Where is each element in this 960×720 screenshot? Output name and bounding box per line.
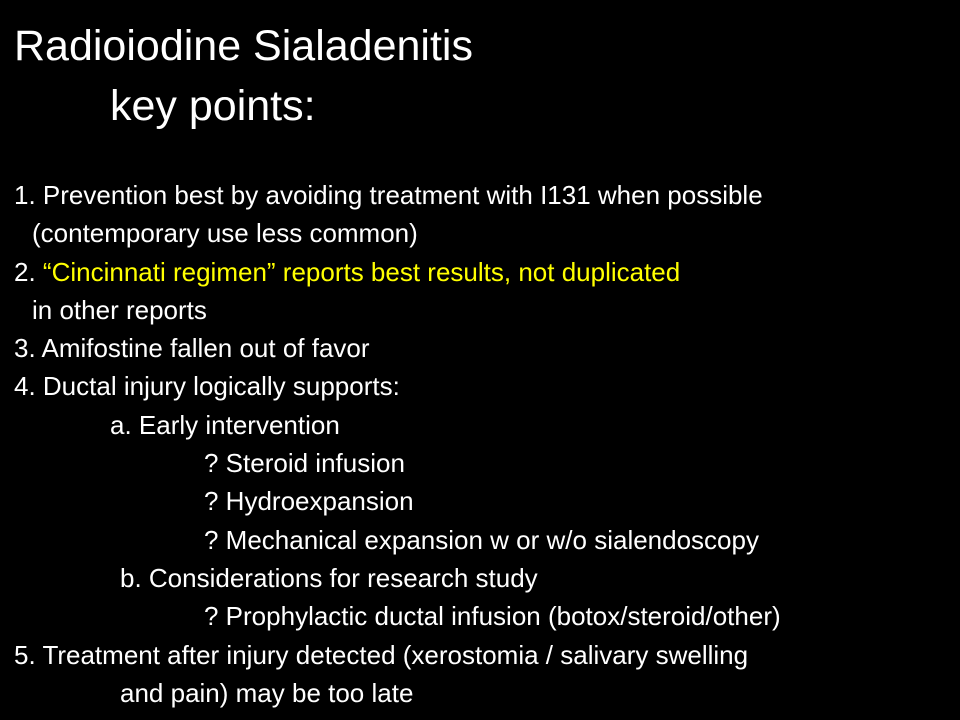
point-1-line-2: (contemporary use less common) xyxy=(32,218,418,249)
point-4b-item-1: ? Prophylactic ductal infusion (botox/steroid/other) xyxy=(204,601,781,632)
point-4-line-1: 4. Ductal injury logically supports: xyxy=(14,371,400,402)
point-3: 3. Amifostine fallen out of favor xyxy=(14,333,370,364)
point-4a-item-1: ? Steroid infusion xyxy=(204,448,405,479)
point-2-highlight: “Cincinnati regimen” reports best results, not duplicated xyxy=(42,256,681,287)
point-4b-label: b. Considerations for research study xyxy=(120,562,538,593)
title-line-2: key points: xyxy=(110,82,316,130)
slide-title xyxy=(14,16,473,136)
point-2-line-2: in other reports xyxy=(32,294,207,325)
point-1-line-1: 1. Prevention best by avoiding treatment with I131 when possible xyxy=(14,180,763,210)
title-line-1: Radioiodine Sialadenitis xyxy=(14,22,473,70)
point-4a-item-3: ? Mechanical expansion w or w/o sialendoscopy xyxy=(204,524,759,555)
key-points-list xyxy=(14,176,954,712)
point-2-line-1 xyxy=(14,253,954,291)
point-5-line-2: and pain) may be too late xyxy=(120,677,414,708)
point-4a-item-2: ? Hydroexpansion xyxy=(204,486,414,517)
point-5-line-1: 5. Treatment after injury detected (xerostomia / salivary swelling xyxy=(14,639,749,670)
point-2-number: 2. xyxy=(14,256,43,287)
point-4a-label: a. Early intervention xyxy=(110,409,340,440)
